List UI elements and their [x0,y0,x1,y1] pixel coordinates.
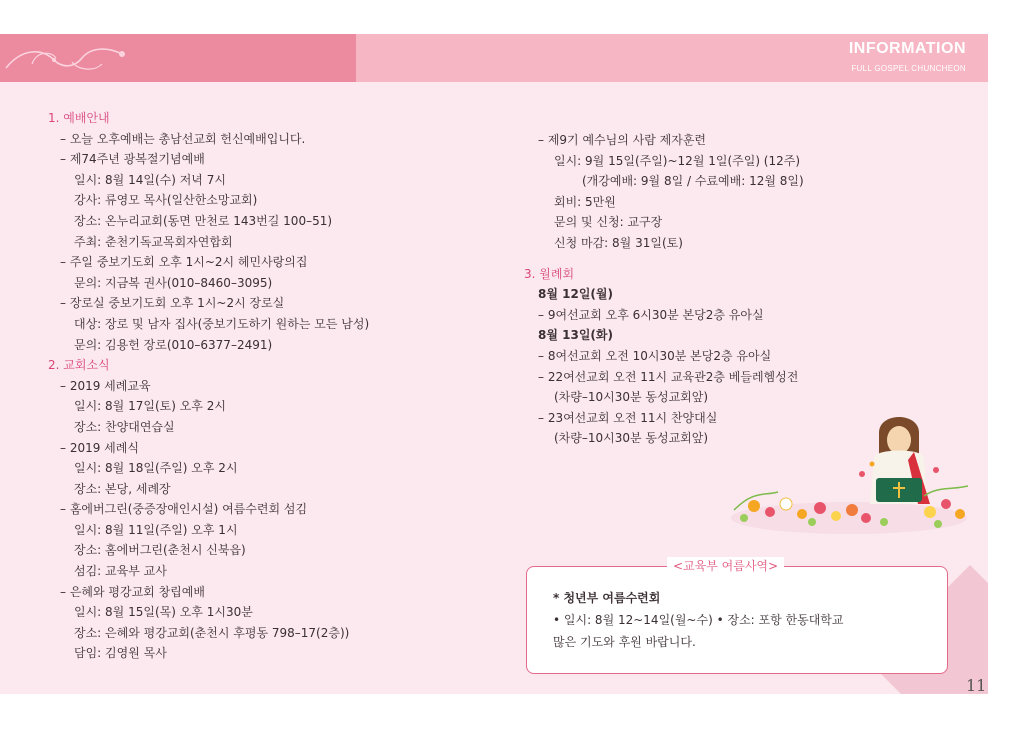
list-item: 장소: 홈에버그린(춘천시 신북읍) [74,543,246,558]
header-band-accent [0,34,356,82]
list-item: 장소: 온누리교회(동면 만천로 143번길 100–51) [74,213,333,228]
notice-body [553,587,843,653]
page-edge [988,34,1024,694]
list-item: 일시: 9월 15일(주일)~12월 1일(주일) (12주) [554,153,801,168]
list-item: 일시: 8월 14일(수) 저녁 7시 [74,172,226,187]
list-item: 일시: 8월 18일(주일) 오후 2시 [74,461,238,476]
list-item: 장소: 본당, 세례장 [74,481,171,496]
list-item: – 8여선교회 오전 10시30분 본당2층 유아실 [538,348,772,363]
list-item: – 은혜와 평강교회 창립예배 [60,584,205,599]
list-item: 담임: 김영원 목사 [74,646,167,661]
list-item: – 2019 세례식 [60,440,139,455]
page-number: 11 [966,676,987,695]
list-item: 장소: 찬양대연습실 [74,419,175,434]
jesus-flowers-illustration [724,400,974,540]
list-item: (차량–10시30분 동성교회앞) [554,431,709,446]
list-item: – 장로실 중보기도회 오후 1시~2시 장로실 [60,296,285,311]
header-subtitle: FULL GOSPEL CHUNCHEON [851,64,966,73]
notice-heading: * 청년부 여름수련회 [553,591,661,605]
section-title-monthly-meeting: 3. 월례회 [524,266,575,281]
list-item: 대상: 장로 및 남자 집사(중보기도하기 원하는 모든 남성) [74,316,370,331]
spacer [524,254,964,264]
list-item: (개강예배: 9월 8일 / 수료예배: 12월 8일) [582,174,804,189]
list-item: 강사: 류영모 목사(일산한소망교회) [74,193,258,208]
list-item: 신청 마감: 8월 31일(토) [554,235,683,250]
notice-title: <교육부 여름사역> [667,557,784,574]
floral-ornament-icon [2,38,142,78]
notice-closing: 많은 기도와 후원 바랍니다. [553,635,696,649]
notice-detail: • 일시: 8월 12~14일(월~수) • 장소: 포항 한동대학교 [553,613,844,627]
notice-box [526,559,948,674]
list-item: – 22여선교회 오전 11시 교육관2층 베들레헴성전 [538,369,799,384]
list-item: – 9여선교회 오후 6시30분 본당2층 유아실 [538,307,764,322]
list-item: – 주일 중보기도회 오후 1시~2시 헤민사랑의집 [60,255,308,270]
meeting-date: 8월 13일(화) [538,328,613,343]
section-title-church-news: 2. 교회소식 [48,358,110,373]
list-item: 장소: 은혜와 평강교회(춘천시 후평동 798–17(2층)) [74,625,350,640]
left-column [48,108,488,664]
list-item: 문의 및 신청: 교구장 [554,215,663,230]
list-item: – 2019 세례교육 [60,378,151,393]
list-item: 회비: 5만원 [554,194,616,209]
list-item: – 오늘 오후예배는 총남선교회 헌신예배입니다. [60,131,306,146]
list-item: – 제74주년 광복절기념예배 [60,152,205,167]
list-item: – 홈에버그린(중증장애인시설) 여름수련회 섬김 [60,502,308,517]
header-title: INFORMATION [848,40,966,57]
list-item: 섬김: 교육부 교사 [74,564,167,579]
list-item: 일시: 8월 17일(토) 오후 2시 [74,399,226,414]
section-title-worship: 1. 예배안내 [48,111,110,125]
list-item: – 23여선교회 오전 11시 찬양대실 [538,410,718,425]
list-item: 문의: 김용헌 장로(010–6377–2491) [74,337,273,352]
list-item: 일시: 8월 15일(목) 오후 1시30분 [74,605,253,620]
list-item: 일시: 8월 11일(주일) 오후 1시 [74,522,238,537]
list-item: 주최: 춘천기독교목회자연합회 [74,234,233,249]
header-band [0,34,988,82]
list-item: (차량–10시30분 동성교회앞) [554,390,709,405]
list-item: – 제9기 예수님의 사람 제자훈련 [538,133,706,147]
meeting-date: 8월 12일(월) [538,287,613,302]
list-item: 문의: 지금복 권사(010–8460–3095) [74,275,273,290]
